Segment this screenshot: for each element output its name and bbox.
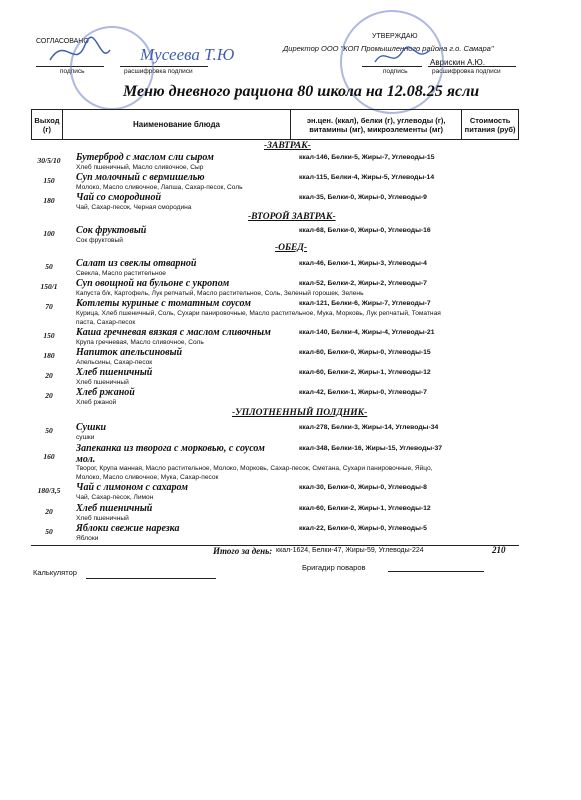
item-nutrition: ккал-60, Белки-2, Жиры-1, Углеводы-12 (299, 369, 431, 376)
totals-nutrition: ккал-1624, Белки-47, Жиры-59, Углеводы-224 (276, 547, 424, 554)
item-yield: 50 (45, 262, 53, 271)
item-ingredients-cont: паста, Сахар-песок (76, 319, 136, 326)
item-yield: 150 (43, 331, 55, 340)
page-title: Меню дневного рациона 80 школа на 12.08.25 ясли (123, 83, 480, 100)
item-ingredients: сушки (76, 434, 95, 441)
item-yield: 50 (45, 527, 53, 536)
item-name-cont: мол. (76, 454, 96, 465)
item-nutrition: ккал-278, Белки-3, Жиры-14, Углеводы-34 (299, 424, 439, 431)
item-yield: 50 (45, 426, 53, 435)
item-nutrition: ккал-30, Белки-0, Жиры-0, Углеводы-8 (299, 484, 427, 491)
item-name: Сок фруктовый (76, 225, 147, 236)
sign-caption-left: подпись (60, 68, 85, 75)
item-yield: 20 (45, 507, 53, 516)
item-yield: 160 (43, 452, 55, 461)
item-nutrition: ккал-46, Белки-1, Жиры-3, Углеводы-4 (299, 260, 427, 267)
item-yield: 150 (43, 176, 55, 185)
item-yield: 20 (45, 391, 53, 400)
item-nutrition: ккал-60, Белки-0, Жиры-0, Углеводы-15 (299, 349, 431, 356)
item-ingredients: Хлеб пшеничный, Масло сливочное, Сыр (76, 164, 204, 171)
col-price-header: Стоимость питания (руб) (462, 110, 519, 140)
item-yield: 150/1 (40, 282, 58, 291)
decode-caption-right: расшифровка подписи (432, 68, 501, 75)
item-ingredients: Творог, Крупа манная, Масло растительное, Молоко, Морковь, Сахар-песок, Сметана, Сухари панировочные, Яйцо, (76, 465, 433, 472)
item-name: Запеканка из творога с морковью, с соусом (76, 443, 265, 454)
item-nutrition: ккал-146, Белки-5, Жиры-7, Углеводы-15 (299, 154, 435, 161)
sign-caption-right: подпись (383, 68, 408, 75)
item-ingredients: Крупа гречневая, Масло сливочное, Соль (76, 339, 204, 346)
item-yield: 100 (43, 229, 55, 238)
item-name: Бутерброд с маслом сли сыром (76, 152, 214, 163)
approved-left-label: СОГЛАСОВАНО (36, 38, 89, 45)
director-title: Директор ООО "КОП Промышленного района г.о. Самара" (283, 44, 494, 53)
item-name: Котлеты куриные с томатным соусом (76, 298, 251, 309)
handwritten-signature-right (370, 44, 440, 70)
item-name: Суп молочный с вермишелью (76, 172, 205, 183)
item-name: Сушки (76, 422, 107, 433)
item-name: Хлеб пшеничный (76, 367, 153, 378)
item-name: Суп овощной на бульоне с укропом (76, 278, 230, 289)
chef-sign-line (388, 571, 484, 572)
item-nutrition: ккал-35, Белки-0, Жиры-0, Углеводы-9 (299, 194, 427, 201)
item-ingredients: Капуста б/к, Картофель, Лук репчатый, Масло растительное, Соль, Зеленый горошек, Зелень (76, 290, 364, 297)
item-name: Чай со смородиной (76, 192, 162, 203)
item-ingredients: Чай, Сахар-песок, Черная смородина (76, 204, 192, 211)
section-afternoon-snack: -УПЛОТНЕННЫЙ ПОЛДНИК- (232, 408, 368, 418)
handwritten-signature-left (40, 30, 270, 75)
chef-label: Бригадир поваров (302, 563, 366, 572)
approved-right-label: УТВЕРЖДАЮ (372, 33, 418, 40)
calculator-sign-line (86, 578, 216, 579)
col-name-header: Наименование блюда (62, 110, 290, 140)
item-ingredients: Яблоки (76, 535, 99, 542)
item-nutrition: ккал-52, Белки-2, Жиры-2, Углеводы-7 (299, 280, 427, 287)
item-nutrition: ккал-22, Белки-0, Жиры-0, Углеводы-5 (299, 525, 427, 532)
item-nutrition: ккал-42, Белки-1, Жиры-0, Углеводы-7 (299, 389, 427, 396)
col-nutrition-header: эн.цен. (ккал), белки (г), углеводы (г), витамины (мг), микроэлементы (мг) (291, 110, 462, 140)
totals-divider (31, 545, 519, 546)
director-name: Аврискин А.Ю. (430, 58, 485, 67)
item-ingredients: Чай, Сахар-песок, Лимон (76, 494, 154, 501)
item-yield: 180 (43, 196, 55, 205)
item-name: Чай с лимоном с сахаром (76, 482, 189, 493)
section-breakfast: -ЗАВТРАК- (264, 141, 311, 151)
section-second-breakfast: -ВТОРОЙ ЗАВТРАК- (248, 212, 336, 222)
item-name: Хлеб ржаной (76, 387, 135, 398)
item-name: Каша гречневая вязкая с маслом сливочным (76, 327, 271, 338)
totals-label: Итого за день: (213, 546, 273, 556)
item-name: Напиток апельсиновый (76, 347, 183, 358)
item-ingredients: Хлеб пшеничный (76, 379, 129, 386)
item-nutrition: ккал-140, Белки-4, Жиры-4, Углеводы-21 (299, 329, 435, 336)
item-yield: 180/3,5 (37, 486, 61, 495)
section-lunch: -ОБЕД- (275, 243, 308, 253)
item-yield: 30/5/10 (37, 156, 61, 165)
decode-caption-left: расшифровка подписи (124, 68, 193, 75)
handwritten-name: Мусеева Т.Ю (140, 45, 235, 64)
item-ingredients: Курица, Хлеб пшеничный, Соль, Сухари панировочные, Масло растительное, Мука, Морковь, Лук репчатый, Томатная (76, 310, 441, 317)
item-yield: 20 (45, 371, 53, 380)
item-name: Хлеб пшеничный (76, 503, 153, 514)
item-nutrition: ккал-68, Белки-0, Жиры-0, Углеводы-16 (299, 227, 431, 234)
item-name: Салат из свеклы отварной (76, 258, 197, 269)
item-nutrition: ккал-115, Белки-4, Жиры-5, Углеводы-14 (299, 174, 435, 181)
item-ingredients: Свекла, Масло растительное (76, 270, 166, 277)
item-name: Яблоки свежие нарезка (76, 523, 180, 534)
item-nutrition: ккал-60, Белки-2, Жиры-1, Углеводы-12 (299, 505, 431, 512)
item-nutrition: ккал-348, Белки-16, Жиры-15, Углеводы-37 (299, 445, 443, 452)
item-ingredients: Хлеб ржаной (76, 399, 117, 406)
item-yield: 180 (43, 351, 55, 360)
calculator-label: Калькулятор (33, 568, 77, 577)
item-ingredients-cont: Молоко, Масло сливочное, Мука, Сахар-песок (76, 474, 219, 481)
item-ingredients: Сок фруктовый (76, 237, 123, 244)
item-yield: 70 (45, 302, 53, 311)
col-yield-header: Выход (г) (32, 110, 63, 140)
totals-price: 210 (492, 545, 506, 555)
item-ingredients: Молоко, Масло сливочное, Лапша, Сахар-песок, Соль (76, 184, 243, 191)
item-ingredients: Хлеб пшеничный (76, 515, 129, 522)
item-ingredients: Апельсины, Сахар-песок (76, 359, 153, 366)
item-nutrition: ккал-121, Белки-6, Жиры-7, Углеводы-7 (299, 300, 431, 307)
menu-table-header (31, 109, 519, 140)
